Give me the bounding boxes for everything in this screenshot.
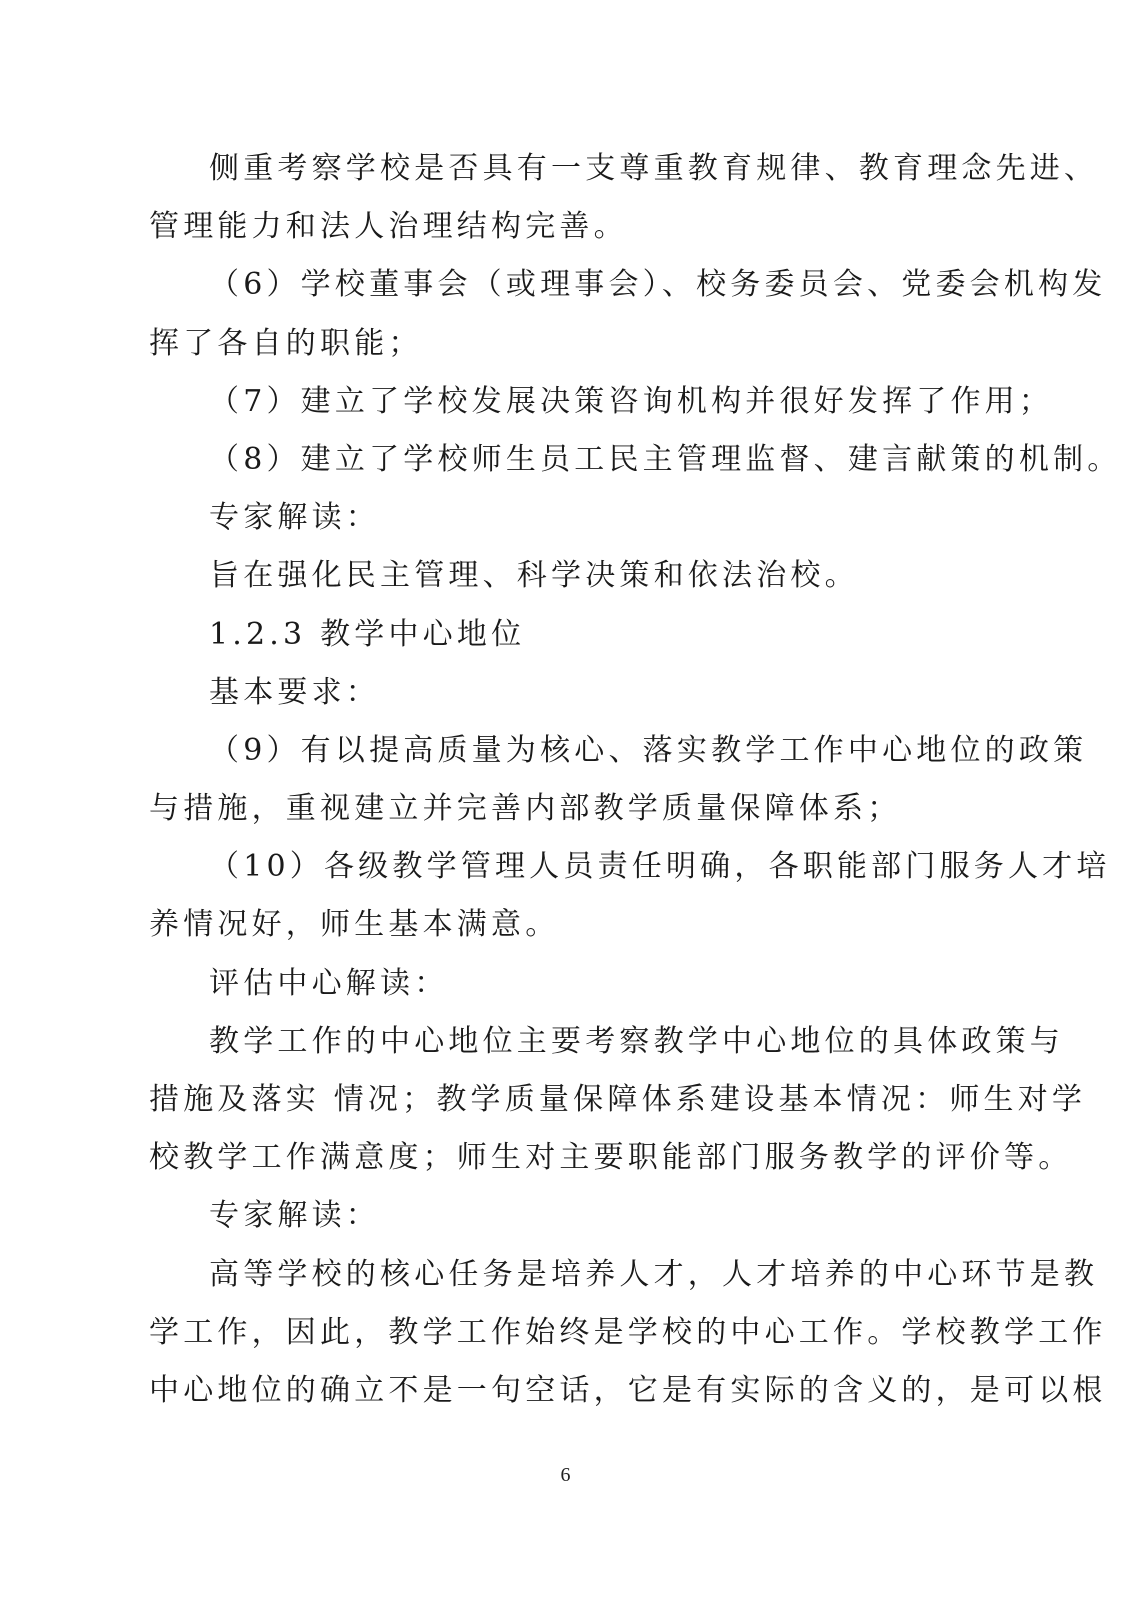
expert-interpretation-heading: 专家解读： [209,500,380,536]
paragraph-line: 养情况好，师生基本满意。 [149,907,560,943]
paragraph-line: 教学工作的中心地位主要考察教学中心地位的具体政策与 [209,1023,1064,1059]
requirement-item-9: （9）有以提高质量为核心、落实教学工作中心地位的政策 [209,732,1088,768]
paragraph-line: 措施及落实 情况；教学质量保障体系建设基本情况：师生对学 [149,1082,1087,1117]
assessment-center-interpretation-heading: 评估中心解读： [209,965,449,1001]
paragraph-line: 挥了各自的职能； [149,325,423,361]
document-body [149,140,1122,1420]
requirement-item-8: （8）建立了学校师生员工民主管理监督、建言献策的机制。 [209,441,1122,477]
paragraph-line: 侧重考察学校是否具有一支尊重教育规律、教育理念先进、 [209,151,1099,186]
paragraph-line: 学工作，因此，教学工作始终是学校的中心工作。学校教学工作 [149,1314,1107,1350]
section-heading-1-2-3: 1.2.3 教学中心地位 [209,616,526,652]
paragraph-line: 管理能力和法人治理结构完善。 [149,209,628,245]
page-number: 6 [560,1464,571,1486]
requirement-item-7: （7）建立了学校发展决策咨询机构并很好发挥了作用； [209,383,1054,419]
paragraph-line: 与措施，重视建立并完善内部教学质量保障体系； [149,791,902,827]
paragraph-line: 中心地位的确立不是一句空话，它是有实际的含义的，是可以根 [149,1372,1107,1408]
requirement-item-6: （6）学校董事会（或理事会）、校务委员会、党委会机构发 [209,267,1107,303]
expert-interpretation-heading: 专家解读： [209,1198,380,1234]
paragraph-line: 高等学校的核心任务是培养人才，人才培养的中心环节是教 [209,1256,1099,1292]
requirement-item-10: （10）各级教学管理人员责任明确，各职能部门服务人才培 [209,849,1111,885]
basic-requirements-heading: 基本要求： [209,674,380,710]
paragraph-line: 旨在强化民主管理、科学决策和依法治校。 [209,558,859,594]
paragraph-line: 校教学工作满意度；师生对主要职能部门服务教学的评价等。 [149,1140,1073,1176]
